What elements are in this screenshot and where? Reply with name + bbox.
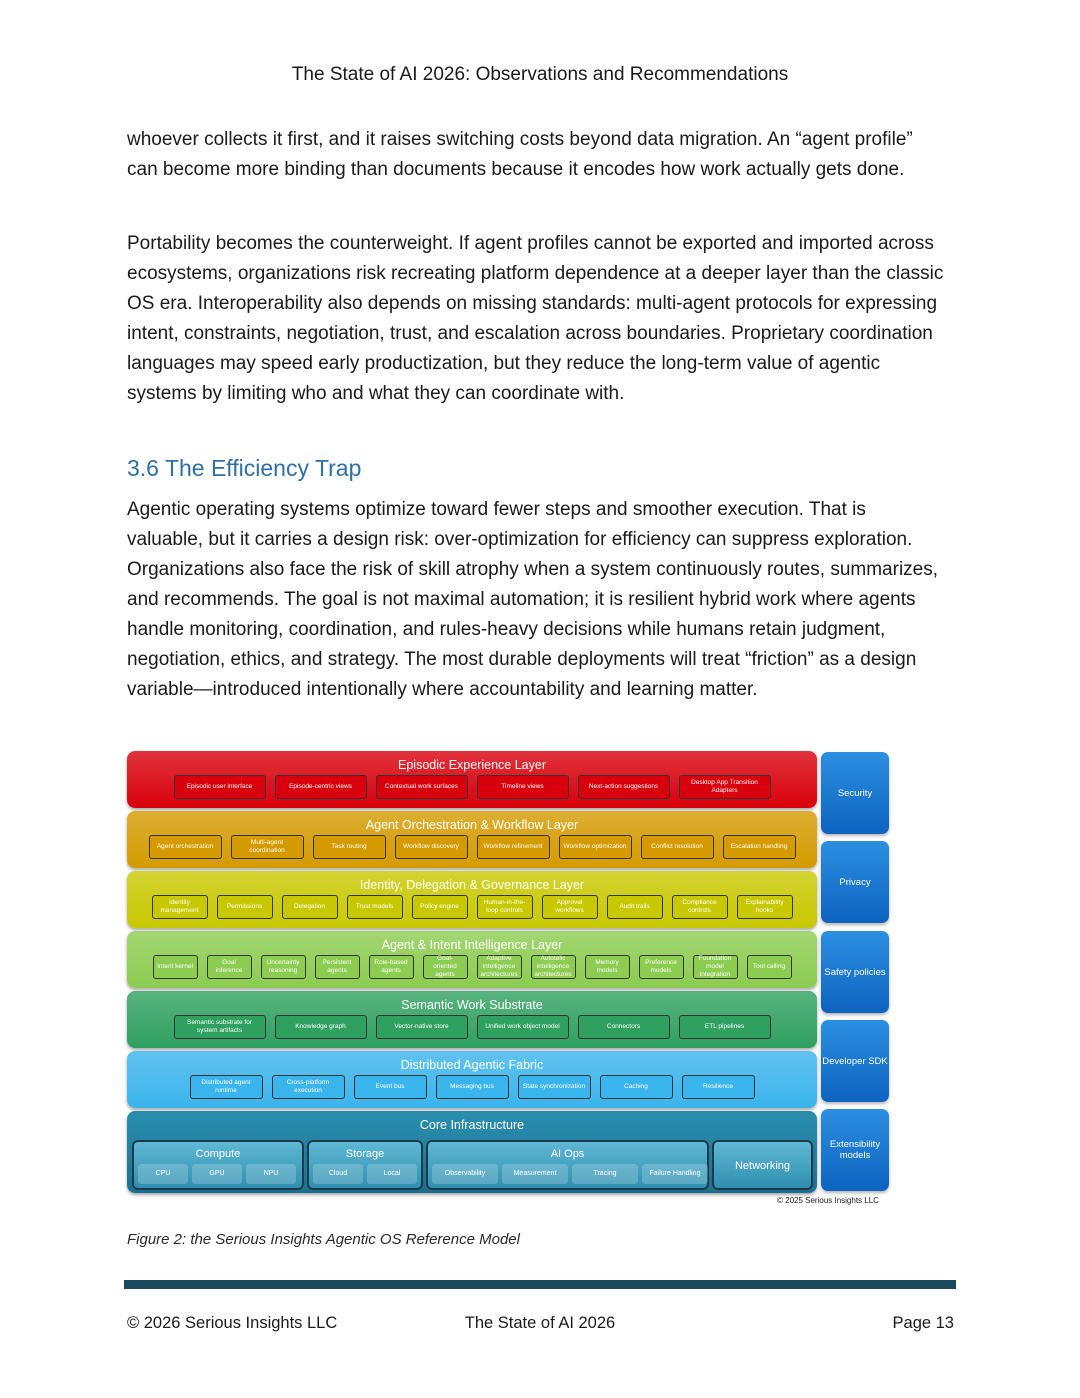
component-box: Connectors [578, 1015, 670, 1039]
component-box: Episodic user interface [174, 775, 266, 799]
cross-cutting-concern: Extensibility models [821, 1109, 889, 1191]
paragraph: Portability becomes the counterweight. If agent profiles cannot be exported and imported across ecosystems, organizations risk recreating platform dependence at a deeper layer than the classic OS era. Interoperability also depends on missing standards: multi-agent protocols for expressing intent, constraints, negotiation, trust, and escalation across boundaries. Proprietary coordination languages may speed early productization, but they reduce the long-term value of agentic systems by limiting who and what they can coordinate with. [127, 233, 944, 404]
component-box: Cross-platform execution [272, 1075, 345, 1099]
layer-title: Distributed Agentic Fabric [400, 1058, 544, 1072]
sub-item: CPU [138, 1164, 188, 1184]
section-heading: 3.6 The Efficiency Trap [127, 455, 362, 481]
component-box: Permissions [217, 895, 273, 919]
group-title: Compute [195, 1148, 241, 1160]
component-box: Explainability hooks [737, 895, 793, 919]
diagram-layer [127, 751, 817, 808]
component-box: Policy engine [412, 895, 468, 919]
sub-item: Local [367, 1164, 417, 1184]
component-box: Multi-agent coordination [231, 835, 304, 859]
layer-title: Core Infrastructure [419, 1118, 525, 1132]
sub-item: Cloud [313, 1164, 363, 1184]
component-box: Contextual work surfaces [376, 775, 468, 799]
component-box: Escalation handling [723, 835, 796, 859]
group-title: Networking [734, 1160, 791, 1172]
paragraph: whoever collects it first, and it raises switching costs beyond data migration. An “agent profile” can become more binding than documents because it encodes how work actually gets done. [127, 129, 913, 180]
layer-title: Agent & Intent Intelligence Layer [381, 938, 563, 952]
component-box: Caching [600, 1075, 673, 1099]
component-box: Conflict resolution [641, 835, 714, 859]
cross-cutting-concern: Security [821, 752, 889, 834]
sub-item: NPU [246, 1164, 296, 1184]
layer-title: Agent Orchestration & Workflow Layer [365, 818, 579, 832]
component-box: Vector-native store [376, 1015, 468, 1039]
reference-model-diagram [127, 750, 892, 1210]
group-title: AI Ops [550, 1148, 585, 1160]
figure-caption: Figure 2: the Serious Insights Agentic OS Reference Model [127, 1231, 520, 1248]
component-box: Workflow optimization [559, 835, 632, 859]
compute-group [132, 1140, 304, 1190]
aiops-group [426, 1140, 709, 1190]
component-box: Tool calling [747, 955, 792, 979]
component-box: Compliance controls [672, 895, 728, 919]
cross-cutting-concern: Safety policies [821, 931, 889, 1013]
sub-item: Measurement [502, 1164, 568, 1184]
component-box: Preference models [639, 955, 684, 979]
component-box: Intent kernel [153, 955, 198, 979]
paragraph: Agentic operating systems optimize toward fewer steps and smoother execution. That is valuable, but it carries a design risk: over-optimization for efficiency can suppress exploration. Organizations also face the risk of skill atrophy when a system continuously routes, summarizes, and recommends. The goal is not maximal automation; it is resilient hybrid work where agents handle monitoring, coordination, and rules-heavy decisions while humans retain judgment, negotiation, ethics, and strategy. The most durable deployments will treat “friction” as a design variable—introduced intentionally where accountability and learning matter. [127, 499, 939, 700]
running-header: The State of AI 2026: Observations and Recommendations [291, 64, 789, 85]
layer-title: Identity, Delegation & Governance Layer [359, 878, 585, 892]
sub-item: GPU [192, 1164, 242, 1184]
networking-group [712, 1140, 813, 1190]
diagram-layer [127, 1051, 817, 1108]
component-box: Goal-oriented agents [423, 955, 468, 979]
component-box: Event bus [354, 1075, 427, 1099]
component-box: Foundation model integration [693, 955, 738, 979]
component-box: Audit trails [607, 895, 663, 919]
component-box: Resilience [682, 1075, 755, 1099]
figure-copyright: © 2025 Serious Insights LLC [777, 1196, 879, 1205]
component-box: Semantic substrate for system artifacts [174, 1015, 266, 1039]
component-box: Human-in-the-loop controls [477, 895, 533, 919]
component-box: Workflow discovery [395, 835, 468, 859]
component-box: Knowledge graph [275, 1015, 367, 1039]
layer-title: Semantic Work Substrate [401, 998, 543, 1012]
diagram-layer [127, 811, 817, 868]
component-box: ETL pipelines [679, 1015, 771, 1039]
sub-item: Failure Handling [642, 1164, 708, 1184]
component-box: Workflow refinement [477, 835, 550, 859]
component-box: Unified work object model [477, 1015, 569, 1039]
component-box: Delegation [282, 895, 338, 919]
component-box: Distributed agent runtime [190, 1075, 263, 1099]
diagram-layer [127, 991, 817, 1048]
layer-title: Episodic Experience Layer [398, 758, 546, 772]
component-box: Goal inference [207, 955, 252, 979]
component-box: State synchronization [518, 1075, 591, 1099]
core-infrastructure-layer [127, 1111, 817, 1193]
diagram-layer [127, 931, 817, 988]
cross-cutting-concern: Privacy [821, 841, 889, 923]
diagram-layer [127, 871, 817, 928]
component-box: Autotelic intelligence architectures [531, 955, 576, 979]
cross-cutting-concern: Developer SDK [821, 1020, 889, 1102]
sub-item: Observability [432, 1164, 498, 1184]
component-box: Uncertainty reasoning [261, 955, 306, 979]
component-box: Memory models [585, 955, 630, 979]
component-box: Trust models [347, 895, 403, 919]
footer-page-number: Page 13 [892, 1314, 954, 1332]
component-box: Messaging bus [436, 1075, 509, 1099]
component-box: Approval workflows [542, 895, 598, 919]
sub-item: Tracing [572, 1164, 638, 1184]
component-box: Persistent agents [315, 955, 360, 979]
component-box: Identity management [152, 895, 208, 919]
group-title: Storage [345, 1148, 385, 1160]
component-box: Desktop App Transition Adapters [679, 775, 771, 799]
component-box: Next-action suggestions [578, 775, 670, 799]
footer-title: The State of AI 2026 [464, 1314, 616, 1332]
component-box: Agent orchestration [149, 835, 222, 859]
storage-group [307, 1140, 423, 1190]
component-box: Timeline views [477, 775, 569, 799]
component-box: Adaptive intelligence architectures [477, 955, 522, 979]
footer-rule [124, 1280, 956, 1289]
component-box: Task routing [313, 835, 386, 859]
component-box: Episode-centric views [275, 775, 367, 799]
component-box: Role-based agents [369, 955, 414, 979]
footer-copyright: © 2026 Serious Insights LLC [127, 1314, 338, 1332]
